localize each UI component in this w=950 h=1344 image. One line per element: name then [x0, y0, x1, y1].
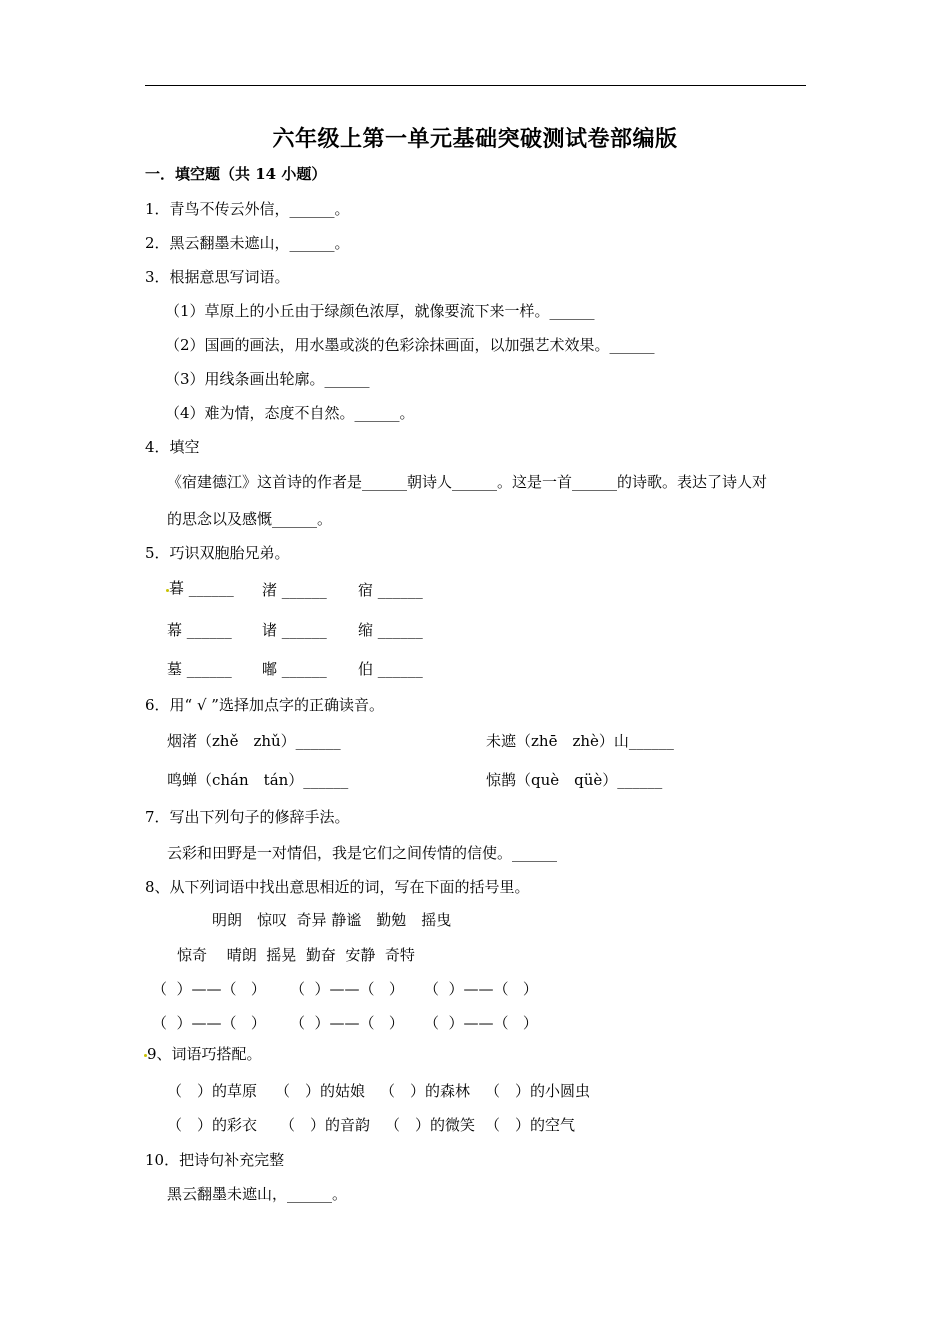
- char-pair: 墓 ______: [167, 660, 232, 678]
- pinyin-choice: 惊鹊（què qüè）______: [486, 771, 663, 789]
- question-3-item: （3）用线条画出轮廓。______: [165, 370, 370, 388]
- collocation-item: （ ）的草原: [167, 1082, 258, 1100]
- char-pair: 宿 ______: [358, 581, 423, 599]
- synonym-pair: （ ）——（ ）: [152, 980, 266, 998]
- collocation-item: （ ）的音韵: [280, 1116, 371, 1134]
- question-2: 2．黑云翻墨未遮山，______。: [145, 234, 350, 252]
- word-bank: 惊奇 晴朗 摇晃 勤奋 安静 奇特: [177, 946, 415, 964]
- question-1: 1．青鸟不传云外信，______。: [145, 200, 350, 218]
- char-pair: 幕 ______: [167, 621, 232, 639]
- char-pair: 渚 ______: [262, 581, 327, 599]
- collocation-item: （ ）的彩衣: [167, 1116, 258, 1134]
- question-7-sentence: 云彩和田野是一对情侣，我是它们之间传情的信使。______: [167, 844, 558, 862]
- synonym-pair: （ ）——（ ）: [290, 1014, 404, 1032]
- collocation-item: （ ）的空气: [485, 1116, 576, 1134]
- pinyin-choice: 鸣蝉（chán tán）______: [167, 771, 349, 789]
- collocation-item: （ ）的微笑: [385, 1116, 476, 1134]
- question-3-item: （1）草原上的小丘由于绿颜色浓厚，就像要流下来一样。______: [165, 302, 595, 320]
- pinyin-choice: 未遮（zhē zhè）山______: [486, 732, 674, 750]
- char-pair: 缩 ______: [358, 621, 423, 639]
- question-10-stem: 10．把诗句补充完整: [145, 1151, 285, 1169]
- collocation-item: （ ）的姑娘: [275, 1082, 366, 1100]
- header-rule: [145, 85, 806, 86]
- synonym-pair: （ ）——（ ）: [152, 1014, 266, 1032]
- question-3-stem: 3．根据意思写词语。: [145, 268, 290, 286]
- char-pair: 嘟 ______: [262, 660, 327, 678]
- synonym-pair: （ ）——（ ）: [290, 980, 404, 998]
- synonym-pair: （ ）——（ ）: [424, 1014, 538, 1032]
- question-3-item: （4）难为情，态度不自然。______。: [165, 404, 415, 422]
- synonym-pair: （ ）——（ ）: [424, 980, 538, 998]
- question-5-stem: 5．巧识双胞胎兄弟。: [145, 544, 290, 562]
- char-pair: 伯 ______: [358, 660, 423, 678]
- char-pair: 诸 ______: [262, 621, 327, 639]
- question-7-stem: 7．写出下列句子的修辞手法。: [145, 808, 350, 826]
- collocation-item: （ ）的小圆虫: [485, 1082, 591, 1100]
- page-title: 六年级上第一单元基础突破测试卷部编版: [272, 126, 678, 152]
- question-10-line: 黑云翻墨未遮山，______。: [167, 1185, 348, 1203]
- char-pair: 暮 ______: [169, 579, 234, 597]
- pinyin-choice: 烟渚（zhě zhǔ）______: [167, 732, 341, 750]
- question-8-stem: 8、从下列词语中找出意思相近的词，写在下面的括号里。: [145, 878, 530, 896]
- section-heading: 一．填空题（共 14 小题）: [145, 165, 327, 183]
- question-9-stem: 9、词语巧搭配。: [147, 1045, 262, 1063]
- question-4-line: 的思念以及感慨______。: [167, 510, 333, 528]
- word-bank: 明朗 惊叹 奇异 静谧 勤勉 摇曳: [212, 911, 452, 929]
- collocation-item: （ ）的森林: [380, 1082, 471, 1100]
- question-6-stem: 6．用“ √ ”选择加点字的正确读音。: [145, 696, 384, 714]
- question-4-line: 《宿建德江》这首诗的作者是______朝诗人______。这是一首______的诗歌。表达了诗人对: [167, 473, 768, 491]
- question-4-stem: 4．填空: [145, 438, 200, 456]
- question-3-item: （2）国画的画法，用水墨或淡的色彩涂抹画面，以加强艺术效果。______: [165, 336, 655, 354]
